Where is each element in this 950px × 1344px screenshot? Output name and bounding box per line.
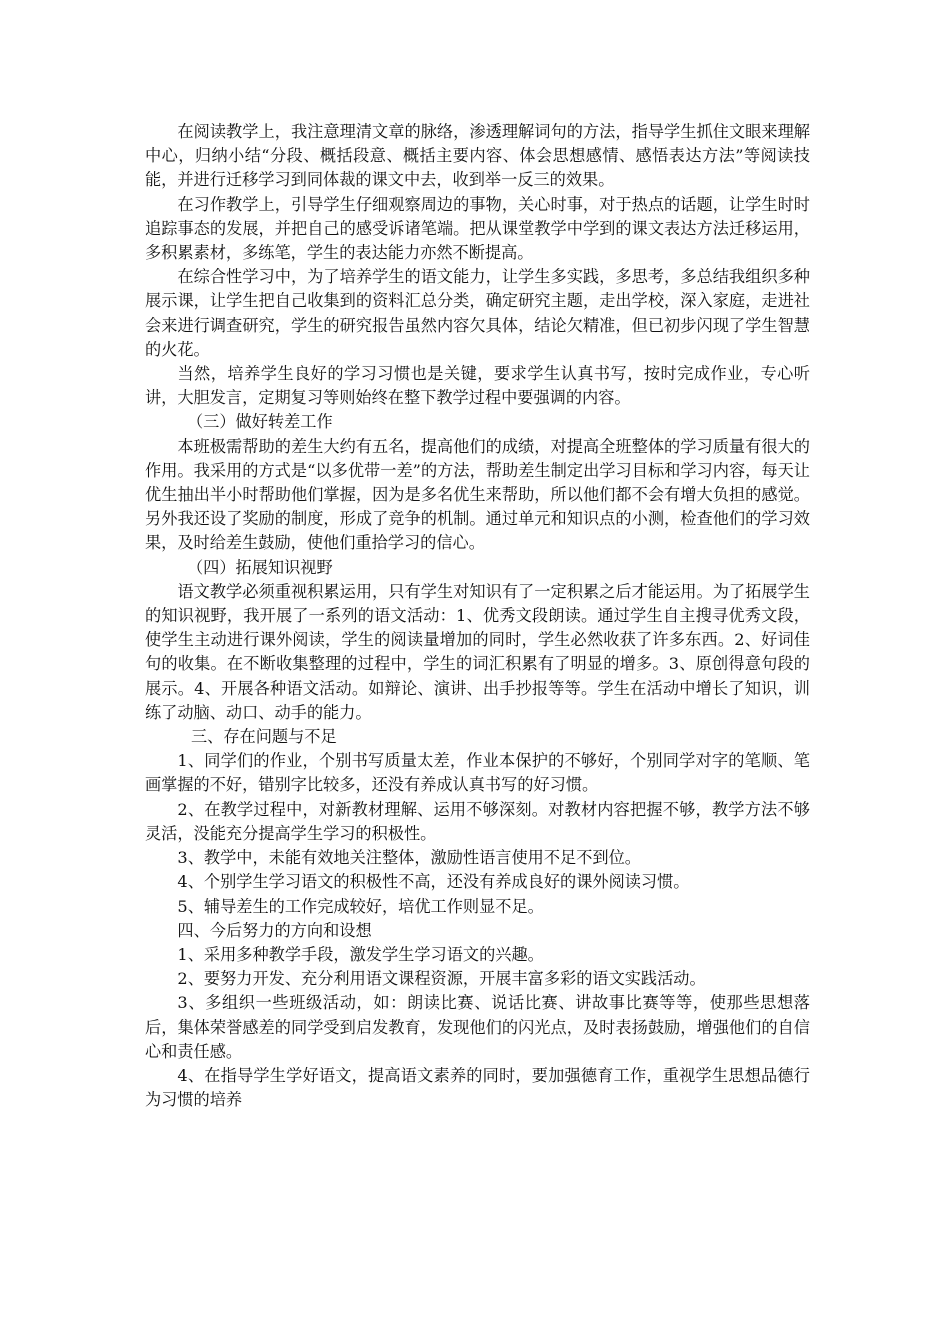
problem-item-5: 5、辅导差生的工作完成较好，培优工作则显不足。 <box>177 896 544 916</box>
document-page <box>145 120 810 1112</box>
section-heading-future: 四、今后努力的方向和设想 <box>177 920 372 940</box>
paragraph-expand-knowledge: 语文教学必须重视积累运用，只有学生对知识有了一定积累之后才能运用。为了拓展学生的知识视野，我开展了一系列的语文活动：1、优秀文段朗读。通过学生自主搜寻优秀文段，使学生主动进行课外阅读，学生的阅读量增加的同时，学生必然收获了许多东西。2、好词佳句的收集。在不断收集整理的过程中，学生的词汇积累有了明显的增多。3、原创得意句段的展示。4、开展各种语文活动。如辩论、演讲、出手抄报等等。学生在活动中增长了知识，训练了动脑、动口、动手的能力。 <box>145 581 810 722</box>
paragraph-reading-teaching: 在阅读教学上，我注意理清文章的脉络，渗透理解词句的方法，指导学生抓住文眼来理解中心，归纳小结“分段、概括段意、概括主要内容、体会思想感情、感悟表达方法”等阅读技能，并进行迁移学习到同体裁的课文中去，收到举一反三的效果。 <box>145 122 810 190</box>
paragraph-comprehensive-learning: 在综合性学习中，为了培养学生的语文能力，让学生多实践，多思考，多总结我组织多种展示课，让学生把自己收集到的资料汇总分类，确定研究主题，走出学校，深入家庭，走进社会来进行调查研究，学生的研究报告虽然内容欠具体，结论欠精准，但已初步闪现了学生智慧的火花。 <box>145 267 810 359</box>
paragraph-writing-teaching: 在习作教学上，引导学生仔细观察周边的事物，关心时事，对于热点的话题，让学生时时追踪事态的发展，并把自己的感受诉诸笔端。把从课堂教学中学到的课文表达方法迁移运用，多积累素材，多练笔，学生的表达能力亦然不断提高。 <box>145 194 810 263</box>
section-heading-4: （四）拓展知识视野 <box>187 557 333 577</box>
problem-item-3: 3、教学中，未能有效地关注整体，激励性语言使用不足不到位。 <box>177 848 641 868</box>
future-item-2: 2、要努力开发、充分利用语文课程资源，开展丰富多彩的语文实践活动。 <box>177 969 706 989</box>
problem-item-4: 4、个别学生学习语文的积极性不高，还没有养成良好的课外阅读习惯。 <box>177 872 690 892</box>
future-item-4: 4、在指导学生学好语文，提高语文素养的同时，要加强德育工作，重视学生思想品德行为习惯的培养 <box>145 1065 810 1110</box>
problem-item-1: 1、同学们的作业，个别书写质量太差，作业本保护的不够好，个别同学对字的笔顺、笔画掌握的不好，错别字比较多，还没有养成认真书写的好习惯。 <box>145 751 810 795</box>
section-heading-3: （三）做好转差工作 <box>187 412 333 432</box>
section-heading-problems: 三、存在问题与不足 <box>191 727 337 747</box>
future-item-3: 3、多组织一些班级活动，如：朗读比赛、说话比赛、讲故事比赛等等，使那些思想落后，集体荣誉感差的同学受到启发教育，发现他们的闪光点，及时表扬鼓励，增强他们的自信心和责任感。 <box>145 993 810 1061</box>
problem-item-2: 2、在教学过程中，对新教材理解、运用不够深刻。对教材内容把握不够，教学方法不够灵活，没能充分提高学生学习的积极性。 <box>145 799 810 843</box>
paragraph-study-habits: 当然，培养学生良好的学习习惯也是关键，要求学生认真书写，按时完成作业，专心听讲，大胆发言，定期复习等则始终在整下教学过程中要强调的内容。 <box>145 364 810 408</box>
paragraph-help-weak-students: 本班极需帮助的差生大约有五名，提高他们的成绩，对提高全班整体的学习质量有很大的作用。我采用的方式是“以多优带一差”的方法，帮助差生制定出学习目标和学习内容，每天让优生抽出半小时帮助他们掌握，因为是多名优生来帮助，所以他们都不会有增大负担的感觉。另外我还设了奖励的制度，形成了竞争的机制。通过单元和知识点的小测，检查他们的学习效果，及时给差生鼓励，使他们重拾学习的信心。 <box>145 436 810 553</box>
future-item-1: 1、采用多种教学手段，激发学生学习语文的兴趣。 <box>177 944 544 964</box>
